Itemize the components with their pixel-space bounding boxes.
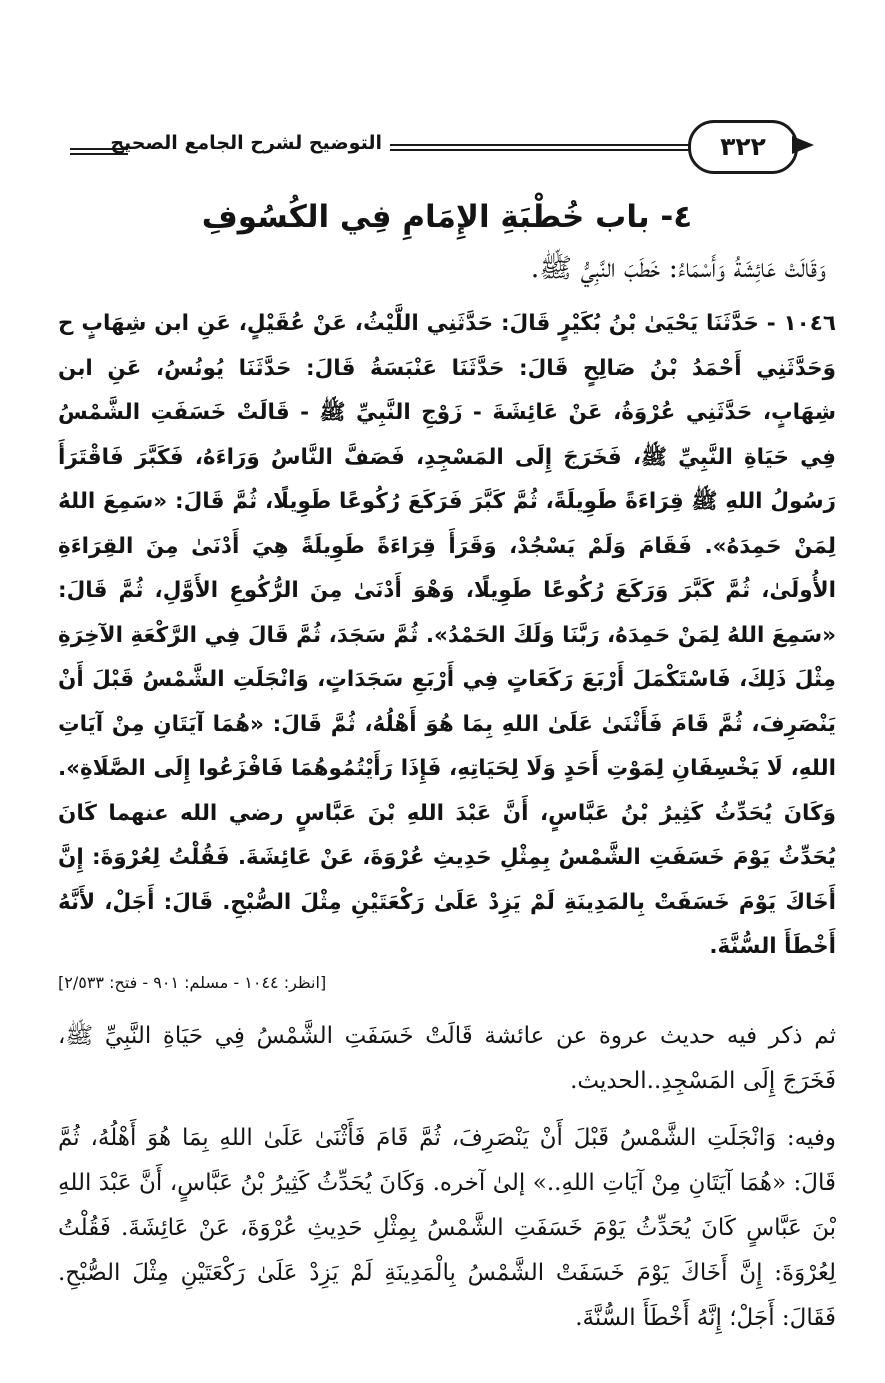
- running-header: [70, 118, 830, 178]
- hadith-text: ١٠٤٦ - حَدَّثَنَا يَحْيَىٰ بْنُ بُكَيْرٍ قَالَ: حَدَّثَنِي اللَّيْثُ، عَنْ عُقَيْلٍ، عَنِ ابن شِهَابٍ ح وَحَدَّثَنِي أَحْمَدُ بْنُ صَالِحٍ قَالَ: حَدَّثَنَا عَنْبَسَةُ قَالَ: حَدَّثَنَا يُونُسُ، عَنِ ابن شِهَابٍ، حَدَّثَنِي عُرْوَةُ، عَنْ عَائِشَةَ - زَوْجِ النَّبِيِّ ﷺ - قَالَتْ خَسَفَتِ الشَّمْسُ فِي حَيَاةِ النَّبِيِّ ﷺ، فَخَرَجَ إِلَى المَسْجِدِ، فَصَفَّ النَّاسُ وَرَاءَهُ، فَكَبَّرَ فَاقْتَرَأَ رَسُولُ اللهِ ﷺ قِرَاءَةً طَوِيلَةً، ثُمَّ كَبَّرَ فَرَكَعَ رُكُوعًا طَوِيلًا، ثُمَّ قَالَ: «سَمِعَ اللهُ لِمَنْ حَمِدَهُ». فَقَامَ وَلَمْ يَسْجُدْ، وَقَرَأَ قِرَاءَةً طَوِيلَةً هِيَ أَدْنَىٰ مِنَ القِرَاءَةِ الأُولَىٰ، ثُمَّ كَبَّرَ وَرَكَعَ رُكُوعًا طَوِيلًا، وَهْوَ أَدْنَىٰ مِنَ الرُّكُوعِ الأَوَّلِ، ثُمَّ قَالَ: «سَمِعَ اللهُ لِمَنْ حَمِدَهُ، رَبَّنَا وَلَكَ الحَمْدُ». ثُمَّ سَجَدَ، ثُمَّ قَالَ فِي الرَّكْعَةِ الآخِرَةِ مِثْلَ ذَلِكَ، فَاسْتَكْمَلَ أَرْبَعَ رَكَعَاتٍ فِي أَرْبَعِ سَجَدَاتٍ، وَانْجَلَتِ الشَّمْسُ قَبْلَ أَنْ يَنْصَرِفَ، ثُمَّ قَامَ فَأَثْنَىٰ عَلَىٰ اللهِ بِمَا هُوَ أَهْلُهُ، ثُمَّ قَالَ: «هُمَا آيَتَانِ مِنْ آيَاتِ اللهِ، لَا يَخْسِفَانِ لِمَوْتِ أَحَدٍ وَلَا لِحَيَاتِهِ، فَإِذَا رَأَيْتُمُوهُمَا فَافْزَعُوا إِلَى الصَّلَاةِ». وَكَانَ يُحَدِّثُ كَثِيرُ بْنُ عَبَّاسٍ، أَنَّ عَبْدَ اللهِ بْنَ عَبَّاسٍ رضي الله عنهما كَانَ يُحَدِّثُ يَوْمَ خَسَفَتِ الشَّمْسُ بِمِثْلِ حَدِيثِ عُرْوَةَ، عَنْ عَائِشَةَ. فَقُلْتُ لِعُرْوَةَ: إِنَّ أَخَاكَ يَوْمَ خَسَفَتْ بِالمَدِينَةِ لَمْ يَزِدْ عَلَىٰ رَكْعَتَيْنِ مِثْلَ الصُّبْحِ. قَالَ: أَجَلْ، لأَنَّهُ أَخْطَأَ السُّنَّةَ.: [58, 311, 836, 959]
- page-badge-ornament: [792, 136, 814, 154]
- commentary-paragraph: وفيه: وَانْجَلَتِ الشَّمْسُ قَبْلَ أَنْ يَنْصَرِفَ، ثُمَّ قَامَ فَأَثْنَىٰ عَلَىٰ اللهِ بِمَا هُوَ أَهْلُهُ، ثُمَّ قَالَ: «هُمَا آيَتَانِ مِنْ آيَاتِ اللهِ..» إلىٰ آخره. وَكَانَ يُحَدِّثُ كَثِيرُ بْنُ عَبَّاسٍ، أَنَّ عَبْدَ اللهِ بْنَ عَبَّاسٍ كَانَ يُحَدِّثُ يَوْمَ خَسَفَتِ الشَّمْسُ بِمِثْلِ حَدِيثِ عُرْوَةَ، عَنْ عَائِشَةَ. فَقُلْتُ لِعُرْوَةَ: إِنَّ أَخَاكَ يَوْمَ خَسَفَتْ الشَّمْسُ بِالْمَدِينَةِ لَمْ يَزِدْ عَلَىٰ رَكْعَتَيْنِ مِثْلَ الصُّبْحِ. فَقَالَ: أَجَلْ؛ إِنَّهُ أَخْطَأَ السُّنَّةَ.: [58, 1124, 836, 1331]
- page-content: [58, 192, 836, 1353]
- header-rule-middle: [390, 144, 720, 151]
- commentary-paragraph: ثم ذكر فيه حديث عروة عن عائشة قَالَتْ خَسَفَتِ الشَّمْسُ فِي حَيَاةِ النَّبِيِّ ﷺ، فَخَرَجَ إِلَى المَسْجِدِ..الحديث.: [58, 1022, 836, 1094]
- hadith-citation: [انظر: ١٠٤٤ - مسلم: ٩٠١ - فتح: ٢/٥٣٣]: [58, 972, 327, 992]
- chapter-intro: وَقَالَتْ عَائِشَةُ وَأَسْمَاءُ: خَطَبَ النَّبِيُّ ﷺ.: [530, 253, 826, 284]
- book-title: التوضيح لشرح الجامع الصحيح: [110, 132, 382, 154]
- page-number: ٣٢٢: [688, 120, 798, 174]
- chapter-title: ٤- باب خُطْبَةِ الإِمَامِ فِي الكُسُوفِ: [201, 199, 693, 235]
